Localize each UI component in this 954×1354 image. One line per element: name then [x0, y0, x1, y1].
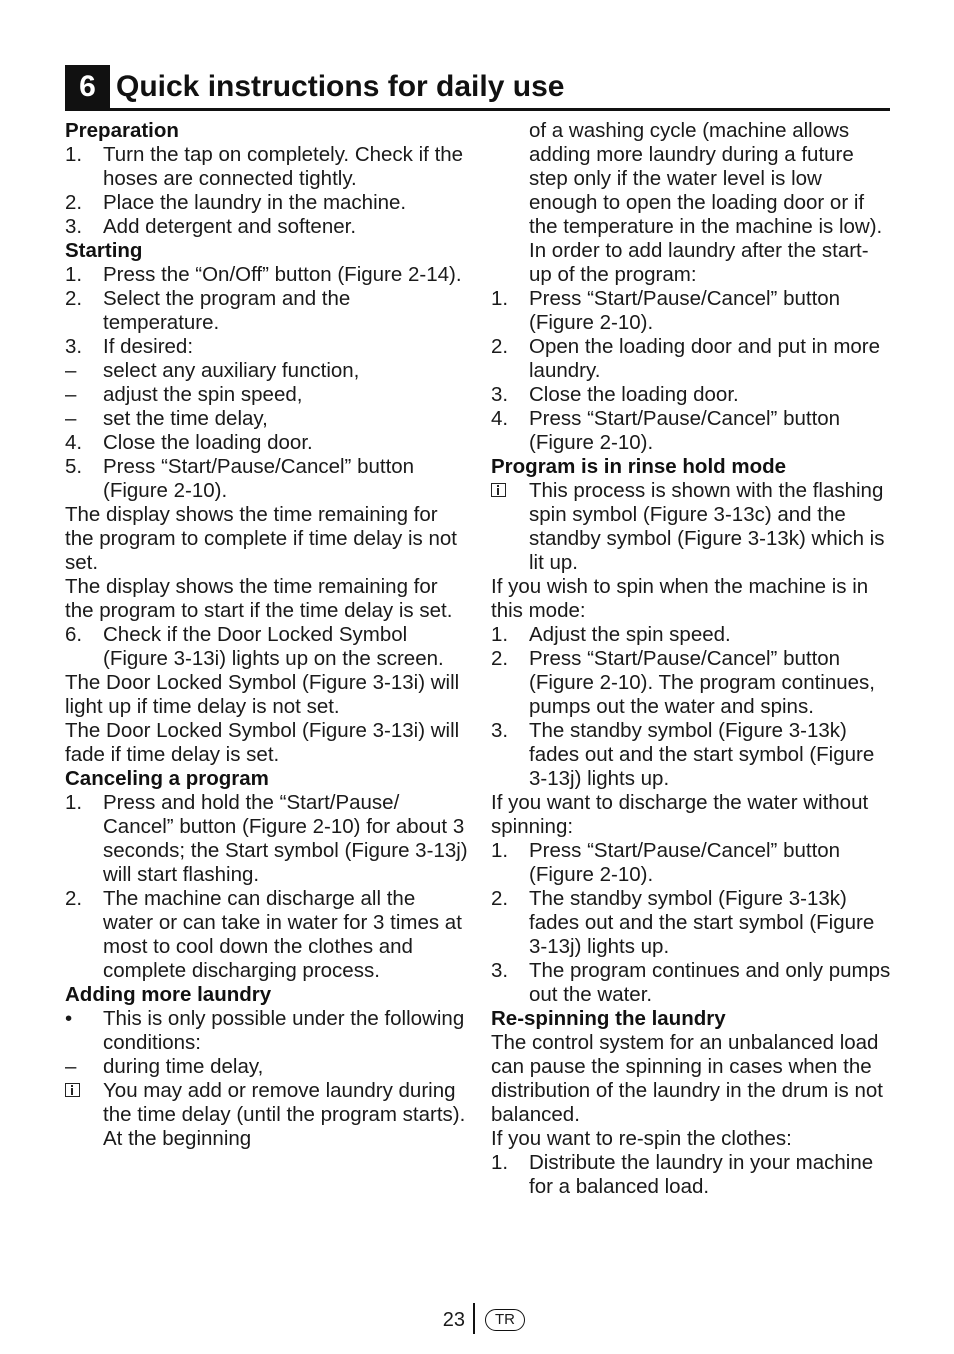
paragraph: The display shows the time remaining for the program to complete if time delay is not set.: [65, 503, 457, 574]
page-footer: [0, 1302, 954, 1336]
chapter-header: [65, 65, 890, 111]
footer-divider: [473, 1303, 475, 1334]
section-heading: Adding more laundry: [65, 983, 272, 1006]
list-marker: 1.: [491, 839, 509, 862]
list-item-text: Press “Start/Pause/Cancel” button (Figure 2-10).: [529, 407, 841, 454]
list-marker: –: [65, 1055, 77, 1078]
list-marker: 2.: [65, 887, 83, 910]
list-item-text: This is only possible under the following conditions:: [103, 1007, 465, 1054]
language-badge: TR: [485, 1309, 525, 1331]
list-item-text: Open the loading door and put in more laundry.: [529, 335, 881, 382]
list-item-text: Add detergent and softener.: [103, 215, 357, 238]
continued-text-body: of a washing cycle (machine allows adding more laundry during a future step only if the water level is low enough to open the loading door or if the temperature in the machine is low).: [529, 119, 883, 238]
list-item-text: Press “Start/Pause/Cancel” button (Figure 2-10).: [529, 839, 841, 886]
list-item: [65, 1007, 470, 1055]
list-item-text: Turn the tap on completely. Check if the hoses are connected tightly.: [103, 143, 464, 190]
list-marker: 3.: [65, 335, 83, 358]
list-marker: 4.: [65, 431, 83, 454]
list-item-text: The standby symbol (Figure 3-13k) fades out and the start symbol (Figure 3-13j) lights up.: [529, 719, 875, 790]
list-item-text: Close the loading door.: [103, 431, 313, 454]
list-marker: 2.: [491, 335, 509, 358]
list-item: [65, 431, 470, 455]
list-marker: –: [65, 359, 77, 382]
list-item-text: select any auxiliary function,: [103, 359, 360, 382]
list-marker: 2.: [65, 191, 83, 214]
right-column: [491, 119, 891, 1199]
list-item: [491, 719, 891, 791]
list-item-text: The standby symbol (Figure 3-13k) fades out and the start symbol (Figure 3-13j) lights up.: [529, 887, 875, 958]
list-marker: 1.: [491, 287, 509, 310]
list-item-text: Press “Start/Pause/Cancel” button (Figure 2-10).: [529, 287, 841, 334]
list-marker: 1.: [65, 791, 83, 814]
list-item-text: The machine can discharge all the water or can take in water for 3 times at most to cool down the clothes and complete discharging process.: [103, 887, 462, 982]
list-marker: 3.: [491, 383, 509, 406]
list-item-text: Close the loading door.: [529, 383, 739, 406]
list-item: [491, 887, 891, 959]
list-item-text: Press “Start/Pause/Cancel” button (Figure 2-10). The program continues, pumps out the water and spins.: [529, 647, 876, 718]
paragraph: The display shows the time remaining for the program to start if the time delay is set.: [65, 575, 453, 622]
paragraph: If you want to re-spin the clothes:: [491, 1127, 792, 1150]
list-item: [65, 191, 470, 215]
list-item-text: Place the laundry in the machine.: [103, 191, 407, 214]
list-marker: 4.: [491, 407, 509, 430]
page-number: 23: [442, 1309, 465, 1331]
section-heading: Program is in rinse hold mode: [491, 455, 787, 478]
paragraph: If you wish to spin when the machine is in this mode:: [491, 575, 869, 622]
list-marker: 2.: [65, 287, 83, 310]
paragraph: The control system for an unbalanced load can pause the spinning in cases when the distribution of the laundry in the drum is not balanced.: [491, 1031, 883, 1126]
list-marker: 3.: [65, 215, 83, 238]
info-icon: [491, 483, 506, 497]
paragraph: If you want to discharge the water without spinning:: [491, 791, 869, 838]
list-item-text: If desired:: [103, 335, 194, 358]
list-item-text: set the time delay,: [103, 407, 268, 430]
list-item: [491, 959, 891, 1007]
list-item-text: during time delay,: [103, 1055, 264, 1078]
chapter-title: Quick instructions for daily use: [116, 70, 565, 103]
list-item: [65, 383, 470, 407]
list-item: [491, 839, 891, 887]
list-item-text: Press the “On/Off” button (Figure 2-14).: [103, 263, 462, 286]
list-marker: 1.: [65, 263, 83, 286]
info-note: [491, 479, 891, 575]
list-marker: •: [65, 1007, 73, 1030]
list-item: [65, 143, 470, 191]
list-marker: 1.: [65, 143, 83, 166]
list-item: [65, 359, 470, 383]
section-heading: Canceling a program: [65, 767, 269, 790]
section-heading: Re-spinning the laundry: [491, 1007, 726, 1030]
list-item-text: Adjust the spin speed.: [529, 623, 731, 646]
info-note-text: You may add or remove laundry during the time delay (until the program starts). At the beginning: [103, 1079, 466, 1150]
list-marker: 5.: [65, 455, 83, 478]
list-marker: 2.: [491, 647, 509, 670]
list-marker: 1.: [491, 623, 509, 646]
list-item: [65, 455, 470, 503]
list-item: [491, 383, 891, 407]
list-item: [491, 647, 891, 719]
list-item-text: Check if the Door Locked Symbol (Figure 3-13i) lights up on the screen.: [103, 623, 444, 670]
list-item: [65, 1055, 470, 1079]
list-item-text: Distribute the laundry in your machine for a balanced load.: [529, 1151, 874, 1198]
list-marker: 1.: [491, 1151, 509, 1174]
continued-text: [491, 239, 891, 287]
list-item: [65, 215, 470, 239]
list-item: [491, 335, 891, 383]
info-icon: [65, 1083, 80, 1097]
list-item: [65, 335, 470, 359]
list-marker: 3.: [491, 719, 509, 742]
list-item-text: adjust the spin speed,: [103, 383, 303, 406]
list-item: [491, 287, 891, 335]
list-item-text: Press and hold the “Start/Pause/ Cancel” button (Figure 2-10) for about 3 seconds; the Start symbol (Figure 3-13j) will start flashing.: [103, 791, 468, 886]
info-note-text: This process is shown with the flashing spin symbol (Figure 3-13c) and the standby symbol (Figure 3-13k) which is lit up.: [529, 479, 885, 574]
list-item: [65, 887, 470, 983]
list-item: [491, 407, 891, 455]
list-item: [65, 287, 470, 335]
list-item-text: The program continues and only pumps out the water.: [529, 959, 891, 1006]
continued-text-body: In order to add laundry after the start-up of the program:: [529, 239, 869, 286]
paragraph: The Door Locked Symbol (Figure 3-13i) will light up if time delay is not set.: [65, 671, 460, 718]
continued-text: [491, 119, 891, 239]
section-heading: Starting: [65, 239, 143, 262]
list-marker: 6.: [65, 623, 83, 646]
list-item: [491, 623, 891, 647]
left-column: [65, 119, 470, 1151]
list-item: [65, 263, 470, 287]
section-heading: Preparation: [65, 119, 179, 142]
list-marker: 3.: [491, 959, 509, 982]
list-marker: –: [65, 383, 77, 406]
paragraph: The Door Locked Symbol (Figure 3-13i) will fade if time delay is set.: [65, 719, 460, 766]
chapter-number: 6: [65, 65, 110, 108]
list-item-text: Select the program and the temperature.: [103, 287, 351, 334]
list-item: [65, 623, 470, 671]
list-item: [65, 791, 470, 887]
list-item: [491, 1151, 891, 1199]
list-marker: –: [65, 407, 77, 430]
info-note: [65, 1079, 470, 1151]
list-item-text: Press “Start/Pause/Cancel” button (Figure 2-10).: [103, 455, 415, 502]
list-item: [65, 407, 470, 431]
list-marker: 2.: [491, 887, 509, 910]
